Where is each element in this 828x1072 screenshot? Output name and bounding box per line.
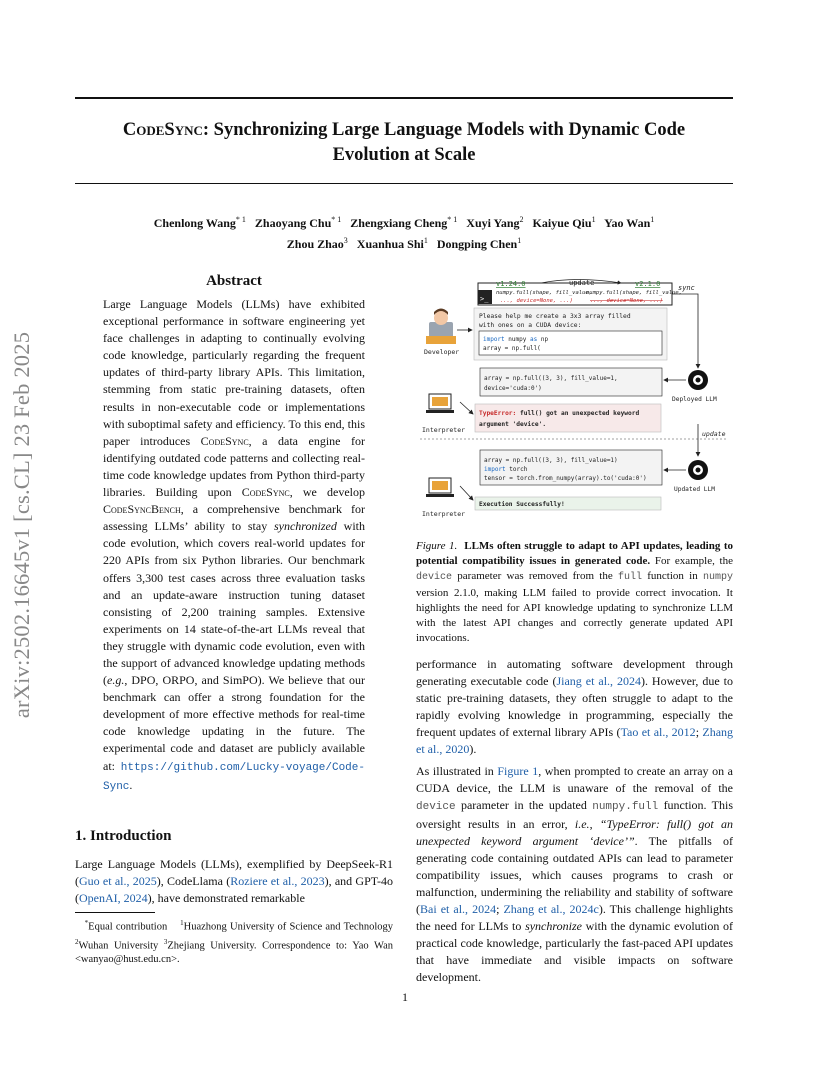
updated-llm-label: Updated LLM xyxy=(674,486,715,493)
interpreter-label-1: Interpreter xyxy=(422,426,466,434)
footnote: *Equal contribution $^1$Huazhong University of Science and Technology $^2$Wuhan University $^3$Zhejiang University. Correspondence to: Yao Wan <wanyao@hust.edu.cn>. xyxy=(75,919,394,965)
citation-link[interactable]: OpenAI, 2024 xyxy=(79,891,148,905)
updated-code-3: tensor = torch.from_numpy(array).to('cuda:0') xyxy=(484,475,647,482)
old-version-label: v1.24.0 xyxy=(496,280,526,288)
prompt-line-1: Please help me create a 3x3 array filled xyxy=(479,313,631,320)
footnote-rule xyxy=(75,912,155,913)
author: Xuyi Yang$^2$ xyxy=(466,215,524,230)
paper-title xyxy=(75,118,733,168)
updated-llm-icon xyxy=(688,460,708,480)
author: Kaiyue Qiu$^1$ xyxy=(532,215,596,230)
deployed-code-2: device='cuda:0') xyxy=(484,385,542,392)
svg-text:>_: >_ xyxy=(480,295,489,303)
deployed-llm-icon xyxy=(688,370,708,390)
new-signature-1: numpy.full(shape, fill_value, xyxy=(586,290,683,296)
prompt-code-1: import numpy as np xyxy=(483,336,549,343)
old-signature-2: ..., device=None, ...) xyxy=(500,298,573,304)
page-number: 1 xyxy=(402,990,408,1004)
abstract-heading: Abstract xyxy=(206,273,262,289)
title-top-rule xyxy=(75,97,733,99)
interpreter-icon xyxy=(426,394,454,413)
old-signature-1: numpy.full(shape, fill_value, xyxy=(496,290,593,296)
citation-link[interactable]: Bai et al., 2024 xyxy=(420,902,497,916)
title-codesync: CodeSync xyxy=(122,120,203,140)
sync-label: sync xyxy=(678,284,695,292)
error-line-1: TypeError: full() got an unexpected keyword xyxy=(479,410,640,417)
prompt-code-2: array = np.full( xyxy=(483,345,541,352)
author: Dongping Chen$^1$ xyxy=(436,236,522,251)
author: Zhengxiang Cheng$^{* 1}$ xyxy=(350,215,458,230)
author: Zhaoyang Chu$^{* 1}$ xyxy=(254,215,342,230)
author: Yao Wan$^1$ xyxy=(604,215,655,230)
author: Zhou Zhao$^3$ xyxy=(286,236,348,251)
updated-code-2: import torch xyxy=(484,466,528,473)
interpreter-label-2: Interpreter xyxy=(422,510,466,518)
success-text: Execution Successfully! xyxy=(479,501,565,508)
update-label: update xyxy=(569,279,595,287)
author: Xuanhua Shi$^1$ xyxy=(356,236,428,251)
updated-code-1: array = np.full((3, 3), fill_value=1) xyxy=(484,457,618,464)
body-paragraph: performance in automating software development through generating executable code (Jiang et al., 2024). However, due to static pre-training datasets, they often struggle to adapt to the rapidly evolving knowledge in programming, especially the frequent updates of external library APIs (Tao et al., 2012; Zhang et al., 2020). xyxy=(416,657,734,756)
abstract-body: Large Language Models (LLMs) have exhibited exceptional performance in software engineering yet face challenges in adapting to continually evolving code knowledge, particularly regarding the frequent updates of third-party library APIs. This limitation, stemming from static pre-training datasets, often results in non-executable code or implementations with suboptimal safety and efficiency. To this end, this paper introduces CodeSync, a data engine for identifying outdated code patterns and collecting real-time code knowledge updates from Python third-party libraries. Building upon CodeSync, we develop CodeSyncBench, a comprehensive benchmark for assessing LLMs’ ability to stay synchronized with code evolution, which covers real-world updates for 220 APIs from six Python libraries. Our benchmark offers 3,300 test cases across three evaluation tasks and an update-aware instruction tuning dataset consisting of 2,200 training samples. Extensive experiments on 14 state-of-the-art LLMs reveal that they struggle with dynamic code evolution, even with the support of advanced knowledge updating methods (e.g., DPO, ORPO, and SimPO). We believe that our benchmark can offer a strong foundation for the development of more effective methods for real-time code knowledge updating in the future. The experimental code and dataset are publicly available at: https://github.com/Lucky-voyage/Code-Sync. xyxy=(103,297,365,793)
author-list xyxy=(75,211,733,253)
citation-link[interactable]: Tao et al., 2012 xyxy=(620,725,696,739)
sync-arrow xyxy=(672,294,698,368)
new-version-label: v2.1.0 xyxy=(635,280,661,288)
prompt-line-2: with ones on a CUDA device: xyxy=(479,322,582,329)
citation-link[interactable]: Roziere et al., 2023 xyxy=(230,874,325,888)
citation-link[interactable]: Guo et al., 2025 xyxy=(79,874,157,888)
deployed-llm-label: Deployed LLM xyxy=(672,396,717,403)
figure-link[interactable]: Figure 1 xyxy=(497,764,539,778)
figure-caption: Figure 1. LLMs often struggle to adapt to API updates, leading to potential compatibility issues in generated code. For example, the device parameter was removed from the full function in numpy version 2.1.0, making LLM failed to provide correct invocation. It highlights the need for API knowledge updating to synchronize LLM with the latest API changes and correctly generate updated API invocations. xyxy=(416,540,733,645)
intro-heading: 1. Introduction xyxy=(75,828,172,844)
title-bottom-rule xyxy=(75,183,733,184)
figure-1-graphic xyxy=(416,274,733,522)
repo-link[interactable]: https://github.com/Lucky-voyage/Code-Sync xyxy=(103,761,365,793)
new-signature-2: ..., device=None, ...) xyxy=(590,298,663,304)
figure-1 xyxy=(416,274,733,522)
error-line-2: argument 'device'. xyxy=(479,421,547,428)
intro-body: Large Language Models (LLMs), exemplified by DeepSeek-R1 (Guo et al., 2025), CodeLlama (Roziere et al., 2023), and GPT-4o (OpenAI, 2024), have demonstrated remarkable xyxy=(75,857,393,905)
arxiv-stamp-container xyxy=(0,0,45,1072)
citation-link[interactable]: Zhang et al., 2024c xyxy=(503,902,599,916)
citation-link[interactable]: Jiang et al., 2024 xyxy=(556,674,641,688)
deployed-code-1: array = np.full((3, 3), fill_value=1, xyxy=(484,375,618,382)
author: Chenlong Wang$^{* 1}$ xyxy=(153,215,246,230)
update-label-2: update xyxy=(702,430,726,438)
arxiv-stamp: arXiv:2502.16645v1 [cs.CL] 23 Feb 2025 xyxy=(9,331,34,719)
developer-label: Developer xyxy=(424,348,460,356)
body-paragraph: As illustrated in Figure 1, when prompted to create an array on a CUDA device, the LLM is unaware of the removal of the device parameter in the updated numpy.full function. This oversight results in an error, i.e., “TypeError: full() got an unexpected keyword argument ‘device’”. The pitfalls of generating code containing outdated APIs can lead to parameter compatibility issues, which causes programs to crash or malfunction, undermining the reliability and stability of software (Bai et al., 2024; Zhang et al., 2024c). This challenge highlights the need for LLMs to synchronize with the dynamic evolution of practical code knowledge, particularly the fast-paced API updates that have immediate and visible impacts on software development. xyxy=(416,764,734,984)
interpreter-icon xyxy=(426,478,454,497)
title-line2: Evolution at Scale xyxy=(332,145,476,165)
title-line1: : Synchronizing Large Language Models with Dynamic Code xyxy=(202,120,686,140)
developer-icon xyxy=(426,309,456,345)
citation-link[interactable]: Zhang et al., 2020 xyxy=(416,725,734,756)
